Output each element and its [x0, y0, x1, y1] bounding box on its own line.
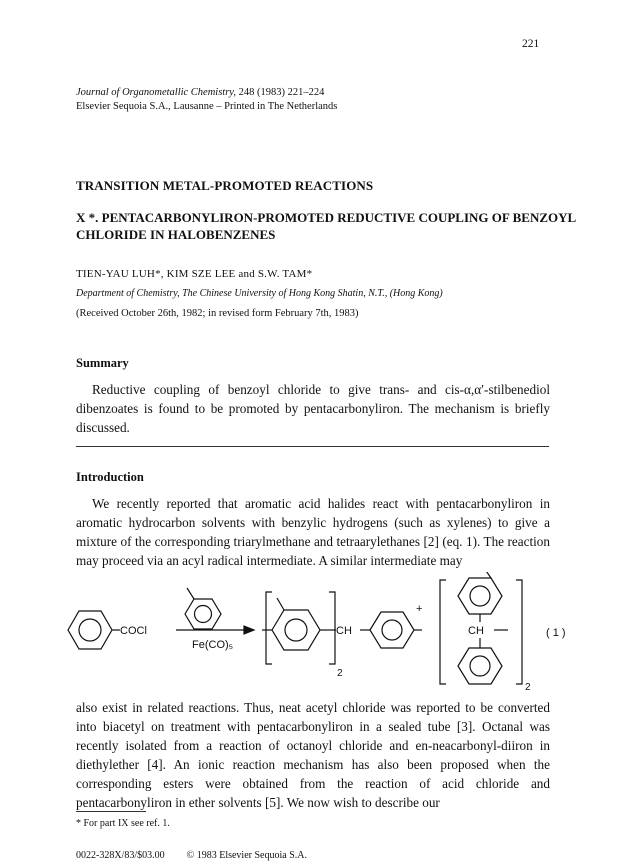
- benzene-ring-aryl: [272, 610, 320, 650]
- price-code: 0022-328X/83/$03.00: [76, 850, 165, 861]
- copyright-line: [76, 850, 329, 861]
- journal-name: Journal of Organometallic Chemistry,: [76, 87, 237, 98]
- summary-text: Reductive coupling of benzoyl chloride to give trans- and cis-α,α′-stilbenediol dibenzoates is found to be promoted by pentacarbonyliron. The mechanism is briefly discussed.: [76, 382, 550, 435]
- plus-sign: +: [416, 603, 423, 615]
- journal-volume: 248 (1983) 221–224: [236, 87, 325, 98]
- bracket-left-2: [440, 580, 446, 684]
- benzene-ring-methyl: [370, 612, 414, 648]
- ch-label-1: CH: [336, 625, 352, 637]
- intro-heading: Introduction: [76, 470, 144, 484]
- intro-text: We recently reported that aromatic acid halides react with pentacarbonyliron in aromatic hydrocarbon solvents with benzylic hydrogens (such as xylenes) to give a mixture of the corresponding triarylmethane and tetraarylethanes [2] (eq. 1). The reaction may proceed via an acyl radical intermediate. A similar intermediate may: [76, 496, 550, 568]
- summary-heading: Summary: [76, 356, 129, 370]
- reactant-label: COCl: [120, 625, 147, 637]
- footnote-rule: [76, 811, 146, 812]
- reaction-scheme: [58, 572, 578, 692]
- publisher-line: Elsevier Sequoia S.A., Lausanne – Printed in The Netherlands: [76, 101, 338, 112]
- subscript-2a: 2: [337, 668, 343, 679]
- affiliation: Department of Chemistry, The Chinese University of Hong Kong Shatin, N.T., (Hong Kong): [76, 288, 443, 299]
- equation-number: ( 1 ): [546, 627, 566, 639]
- subscript-2b: 2: [525, 682, 531, 692]
- bracket-right-2: [516, 580, 522, 684]
- continuation-text: also exist in related reactions. Thus, neat acetyl chloride was reported to be converted into biacetyl on treatment with pentacarbonyliron in a sealed tube [3]. Octanal was recently isolated from a reaction of octanoyl chloride and en-neacarbonyl-diiron in diethylether [4]. An ionic reaction mechanism has also been proposed when the corresponding esters were obtained from the reaction of acid chloride and pentacarbonyliron in ether solvents [5]. We now wish to describe our: [76, 700, 550, 810]
- benzene-ring-reactant: [68, 611, 112, 649]
- section-divider: [76, 446, 549, 447]
- benzene-ring-lower: [458, 648, 502, 684]
- page-number: 221: [522, 38, 540, 50]
- received-dates: (Received October 26th, 1982; in revised form February 7th, 1983): [76, 308, 359, 319]
- journal-header: [76, 86, 337, 114]
- paper-title: X *. PENTACARBONYLIRON-PROMOTED REDUCTIVE COUPLING OF BENZOYL CHLORIDE IN HALOBENZENES: [76, 210, 576, 242]
- series-title: TRANSITION METAL-PROMOTED REACTIONS: [76, 178, 374, 193]
- copyright-notice: © 1983 Elsevier Sequoia S.A.: [186, 850, 307, 861]
- bracket-right-1: [329, 592, 335, 664]
- authors: TIEN-YAU LUH*, KIM SZE LEE and S.W. TAM*: [76, 268, 313, 280]
- reagent-label: Fe(CO)₅: [192, 639, 234, 651]
- bracket-left-1: [266, 592, 272, 664]
- xylene-ring: [185, 599, 221, 629]
- ch-label-2: CH: [468, 625, 484, 637]
- benzene-ring-upper: [458, 578, 502, 614]
- footnote: * For part IX see ref. 1.: [76, 818, 170, 829]
